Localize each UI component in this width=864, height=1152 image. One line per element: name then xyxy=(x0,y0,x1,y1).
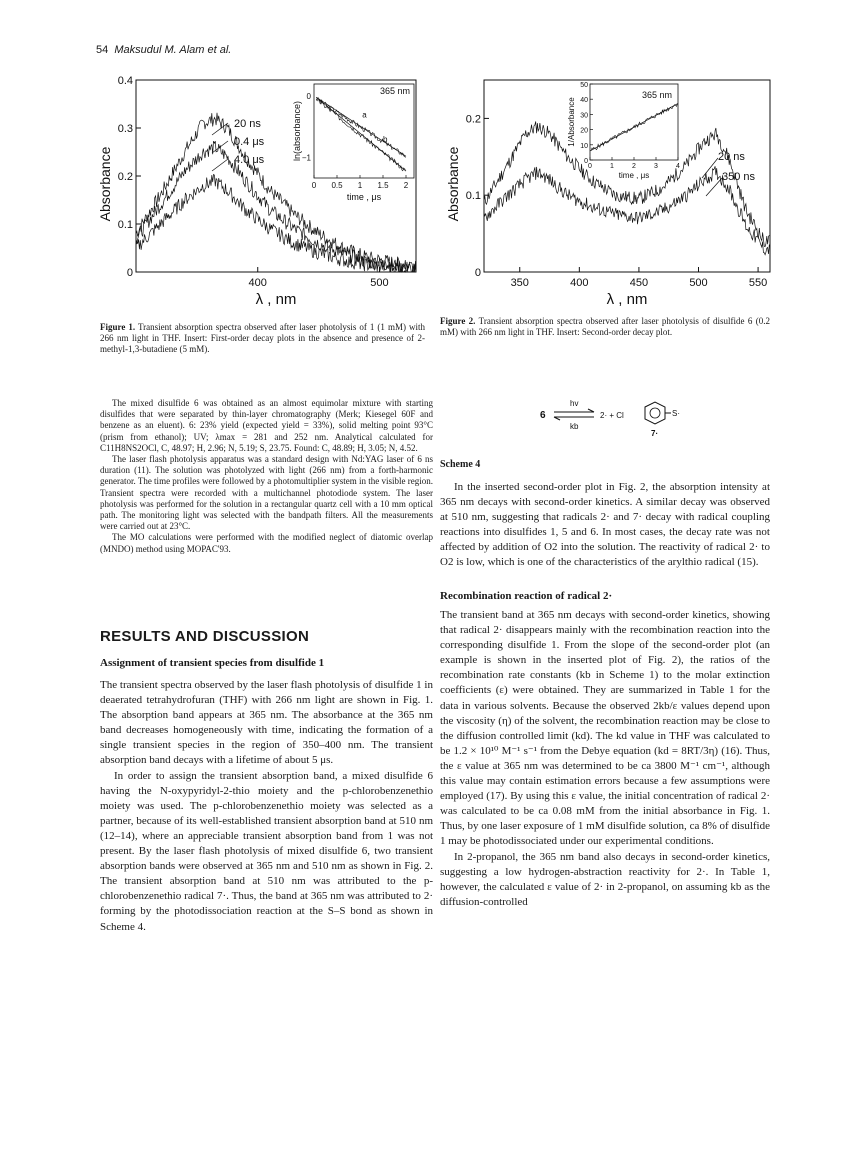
benzene-ring-icon xyxy=(645,402,665,424)
inset-y-tick-label: 10 xyxy=(580,142,588,150)
y-tick-label: 0.4 xyxy=(117,75,133,87)
scheme-4-diagram xyxy=(520,396,700,448)
annotation-leader xyxy=(212,159,228,171)
annotation-leader xyxy=(706,178,722,196)
scheme-product-label: 7· xyxy=(651,429,659,438)
body-paragraph: In order to assign the transient absorption band, a mixed disulfide 6 having the N-oxypyridyl-2-thio moiety and the p-chlorobenzenethio moiety was used. The p-chlorobenzenethio moiety was selected as a partner, because of its well-established transient absorption band at 510 nm (12–14), where an appreciable transient absorption band from 1 was not present. By the laser flash photolysis of mixed disulfide 6, two transient absorption bands were observed at 365 nm and 510 nm as shown in Fig. 2. The transient absorption band at 510 nm was attributed to the p-chlorobenzenethio radical 7·. Thus, the band at 365 nm was attributed to 2· forming by the photodissociation reaction at the S–S bond as shown in Scheme 4. xyxy=(100,769,433,933)
inset-x-tick-label: 3 xyxy=(654,163,658,170)
y-tick-label: 0.2 xyxy=(465,113,481,126)
x-tick-label: 350 xyxy=(510,277,529,289)
inset-y-tick-label: −1 xyxy=(301,153,311,163)
body-paragraph: The transient band at 365 nm decays with second-order kinetics, showing that radical 2· disappears mainly with the recombination reaction into the corresponding disulfide 1. From the slope of the second-order plot (an example is shown in the inserted plot of Fig. 2), the ratios of the recombination rate constants (kb in Scheme 1) to the molar extinction coefficients (ε) were obtained. They are summarized in Table 1 for the data in various solvents. Because the observed 2kb/ε values depend upon the viscosity (η) of the solvent, the recombination reaction may be close to the diffusion controlled limit (kd). The kd value in THF was calculated to be 1.2 × 10¹⁰ M⁻¹ s⁻¹ from the Debye equation (kd = 8RT/3η) (16). Thus, the ε value at 365 nm was determined to be ca 3800 M⁻¹ cm⁻¹, although this value may contain estimation errors because a few assumptions were employed (17). By using this ε value, the initial concentration of radical 2· was calculated to be ca 0.08 mM from the initial absorbance in Fig. 1. Thus, by one laser exposure of 1 mM disulfide solution, ca 8% of disulfide 1 may be photodissociated under our experimental conditions. xyxy=(440,609,770,848)
right-body-top xyxy=(440,480,770,571)
spectrum-series xyxy=(136,175,416,273)
body-paragraph: In the inserted second-order plot in Fig. 2, the absorption intensity at 365 nm decays with second-order kinetics. A similar decay was observed at 510 nm, suggesting that radicals 2· and 7· decay with radical coupling reactions into disulfides 1, 5 and 6. In most cases, the decay rate was not affected by addition of O2 into the solution. The reactivity of radical 2· to O2 is low, which is one of the characteristics of the arylthio radical (15). xyxy=(440,481,770,569)
y-tick-label: 0 xyxy=(126,267,133,279)
running-head xyxy=(96,44,231,56)
x-tick-label: 500 xyxy=(370,277,389,289)
scheme-reactant: 6 xyxy=(540,410,546,421)
experimental-section xyxy=(100,398,433,555)
right-body-text xyxy=(440,608,770,910)
x-tick-label: 400 xyxy=(570,277,589,289)
inset-x-tick-label: 4 xyxy=(676,163,680,170)
scheme-forward-label: hv xyxy=(570,399,579,408)
y-tick-label: 0.1 xyxy=(117,219,133,231)
x-tick-label: 450 xyxy=(629,277,649,289)
inset-y-tick-label: 50 xyxy=(580,82,588,89)
figure-1-caption-text: Transient absorption spectra observed after laser photolysis of 1 (1 mM) with 266 nm light in THF. Insert: First-order decay plots in the absence and presence of 2-methyl-1,3-butadiene (5 mM). xyxy=(100,322,425,354)
figure-2-caption-label: Figure 2. xyxy=(440,316,476,326)
figure-1-caption-label: Figure 1. xyxy=(100,322,136,332)
scheme-product-1: 2· + Cl xyxy=(600,411,624,420)
experimental-paragraph: The mixed disulfide 6 was obtained as an almost equimolar mixture with starting disulfides that were separated by thin-layer chromatography (Merk; Kiesegel 60F and benzene as an eluent). 6: 23% yield (expected yield = 33%), solid melting point 93°C (prism from ethanol); UV; λmax = 281 and 252 nm. Analytical calculated for C11H8NS2OCl, C, 48.97; H, 2.96; N, 5.19; S, 23.75. Found: C, 48.89; H, 3.05; N, 4.52. xyxy=(100,398,433,453)
x-tick-label: 500 xyxy=(689,277,708,289)
page-number: 54 xyxy=(96,44,109,56)
inset-y-tick-label: 40 xyxy=(580,97,588,105)
figure-1-chart xyxy=(86,70,431,310)
y-tick-label: 0.1 xyxy=(465,190,481,203)
series-annotation: 0.4 μs xyxy=(234,136,265,148)
inset-x-tick-label: 2 xyxy=(403,181,409,190)
inset-wavelength: 365 nm xyxy=(641,90,672,100)
inset-y-label: ln(absorbance) xyxy=(292,100,302,162)
inset-y-tick-label: 0 xyxy=(584,158,588,165)
x-tick-label: 550 xyxy=(748,277,768,289)
inset-x-tick-label: 0.5 xyxy=(331,181,343,190)
inset-x-tick-label: 0 xyxy=(588,163,592,170)
figure-1-caption xyxy=(100,322,425,355)
inset-curve-label: b xyxy=(383,135,388,145)
scheme-4-label: Scheme 4 xyxy=(440,459,481,470)
x-axis-label: λ , nm xyxy=(606,291,648,308)
results-heading: RESULTS AND DISCUSSION xyxy=(100,628,310,645)
left-body-text xyxy=(100,678,433,935)
running-head-authors: Maksudul M. Alam et al. xyxy=(114,44,232,56)
series-annotation: 20 ns xyxy=(718,151,745,163)
y-tick-label: 0 xyxy=(474,267,481,279)
inset-x-tick-label: 2 xyxy=(632,163,636,170)
body-paragraph: The transient spectra observed by the laser flash photolysis of disulfide 1 in deaerated tetrahydrofuran (THF) with 266 nm light are shown in Fig. 1. The absorption band appears at 365 nm. The absorbance at the 365 nm band decreases homogeneously with time, indicating the formation of a single transient species in the region of 350–400 nm. The transient absorption band decays with a lifetime of about 5 μs. xyxy=(100,679,433,767)
inset-x-label: time , μs xyxy=(618,171,650,180)
x-axis-label: λ , nm xyxy=(255,291,297,308)
x-tick-label: 400 xyxy=(248,277,267,289)
experimental-paragraph: The laser flash photolysis apparatus was a standard design with Nd:YAG laser of 6 ns duration (11). The solution was photolyzed with light (266 nm) from a forth-harmonic generator. The time profiles were followed by a photomultiplier system in the visible region. Transient spectra were recorded with a multichannel photodiode system. The laser photolysis was performed for the solution in a rectangular quartz cell with a 10 mm optical path. The monitoring light was selected with the bandpath filters. All the measurements were carried out at 23°C. xyxy=(100,454,434,532)
y-tick-label: 0.2 xyxy=(117,171,133,183)
series-annotation: 4.0 μs xyxy=(234,154,265,166)
series-annotation: 20 ns xyxy=(234,118,261,130)
inset-wavelength: 365 nm xyxy=(379,86,410,96)
inset-x-tick-label: 1 xyxy=(610,163,614,170)
inset-y-label: 1/Absorbance xyxy=(567,97,576,147)
figure-2-chart xyxy=(440,70,780,310)
scheme-product-2: S· xyxy=(672,409,680,418)
y-axis-label: Absorbance xyxy=(445,146,461,222)
inset-y-tick-label: 30 xyxy=(580,112,588,120)
figure-2-caption-text: Transient absorption spectra observed after laser photolysis of disulfide 6 (0.2 mM) with 266 nm light in THF. Insert: Second-order decay plot. xyxy=(440,316,771,337)
inset-x-tick-label: 0 xyxy=(311,181,317,190)
inset-x-label: time , μs xyxy=(346,192,382,202)
inset-y-tick-label: 0 xyxy=(306,92,311,101)
inset-curve-label: a xyxy=(362,110,367,120)
y-tick-label: 0.3 xyxy=(117,123,133,135)
y-axis-label: Absorbance xyxy=(97,146,113,222)
figure-2-caption xyxy=(440,316,770,338)
inset-x-tick-label: 1.5 xyxy=(377,181,389,190)
experimental-paragraph: The MO calculations were performed with the modified neglect of diatomic overlap (MNDO) method using MOPAC'93. xyxy=(100,532,433,554)
inset-x-tick-label: 1 xyxy=(357,181,363,190)
inset-y-tick-label: 20 xyxy=(580,127,588,135)
series-annotation: 350 ns xyxy=(722,171,756,183)
section-subheading: Assignment of transient species from disulfide 1 xyxy=(100,657,325,669)
body-paragraph: In 2-propanol, the 365 nm band also decays in second-order kinetics, suggesting a low hydrogen-abstraction reactivity for 2·. In Table 1, however, the calculated ε value of 2· in 2-propanol, on assuming kb as the diffusion-controlled xyxy=(440,850,770,908)
scheme-reverse-label: kb xyxy=(570,422,579,431)
recombination-subheading: Recombination reaction of radical 2· xyxy=(440,590,613,602)
